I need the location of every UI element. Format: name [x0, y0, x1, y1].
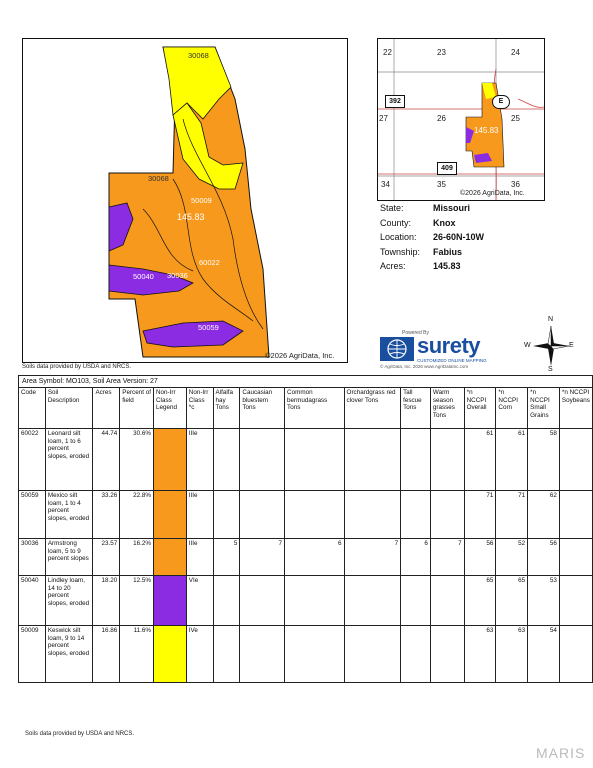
- table-cell-pct: 11.6%: [120, 626, 154, 683]
- acres-info-label: Acres:: [380, 261, 406, 271]
- table-cell-ber: [285, 626, 345, 683]
- location-label: Location:: [380, 232, 417, 242]
- county-label: County:: [380, 217, 412, 228]
- table-cell-soy: [559, 491, 592, 539]
- table-cell-code: 50059: [19, 491, 46, 539]
- table-cell-ber: [285, 429, 345, 491]
- map-copyright: ©2026 AgriData, Inc.: [265, 351, 335, 360]
- class-legend-swatch: [154, 576, 187, 626]
- table-cell-soy: [559, 576, 592, 626]
- soil-map-graphic: [23, 39, 347, 362]
- col-header: Non-Irr Class Legend: [154, 388, 187, 429]
- county-value: Knox: [433, 217, 456, 228]
- property-info: [380, 201, 484, 274]
- table-cell-alf: [213, 626, 240, 683]
- logo-small: © AgriData, Inc. 2026 www.AgriDataInc.com: [380, 364, 469, 369]
- table-cell-pct: 12.5%: [120, 576, 154, 626]
- table-cell-cau: 7: [240, 539, 285, 576]
- table-cell-cau: [240, 491, 285, 539]
- col-header: *n NCCPI Overall: [464, 388, 496, 429]
- logo-name: surety: [417, 333, 481, 358]
- route-badge: E: [492, 95, 510, 109]
- table-cell-alf: [213, 429, 240, 491]
- soil-label: 50040: [133, 272, 154, 281]
- table-caption: Area Symbol: MO103, Soil Area Version: 27: [18, 375, 593, 387]
- township-label: Township:: [380, 246, 421, 257]
- table-cell-orc: [344, 626, 401, 683]
- state-value: Missouri: [433, 203, 471, 213]
- table-cell-desc: Lindley loam, 14 to 20 percent slopes, eroded: [45, 576, 93, 626]
- soil-label: 60022: [199, 258, 220, 267]
- table-cell-fes: [401, 576, 431, 626]
- table-cell-fes: [401, 626, 431, 683]
- table-cell-alf: [213, 576, 240, 626]
- route-badge: 409: [437, 162, 457, 175]
- acres-value: 145.83: [433, 261, 461, 271]
- table-cell-acres: 33.26: [93, 491, 120, 539]
- table-cell-ov: 71: [464, 491, 496, 539]
- class-legend-swatch: [154, 429, 187, 491]
- soil-map: [22, 38, 348, 363]
- location-value: 26-60N-10W: [433, 232, 485, 242]
- compass-w: W: [524, 342, 531, 349]
- table-cell-fes: [401, 491, 431, 539]
- table-cell-soy: [559, 429, 592, 491]
- table-cell-desc: Leonard silt loam, 1 to 6 percent slopes, eroded: [45, 429, 93, 491]
- table-header-row: [19, 388, 593, 429]
- class-legend-swatch: [154, 491, 187, 539]
- table-cell-corn: 63: [496, 626, 528, 683]
- table-cell-orc: [344, 491, 401, 539]
- table-cell-orc: [344, 576, 401, 626]
- table-cell-cau: [240, 576, 285, 626]
- table-cell-soy: [559, 539, 592, 576]
- soil-table: [18, 387, 593, 683]
- table-cell-orc: 7: [344, 539, 401, 576]
- col-header: Non-Irr Class *c: [186, 388, 213, 429]
- table-cell-fes: 6: [401, 539, 431, 576]
- table-cell-corn: 52: [496, 539, 528, 576]
- table-cell-code: 50040: [19, 576, 46, 626]
- table-cell-desc: Armstrong loam, 5 to 9 percent slopes: [45, 539, 93, 576]
- table-cell-fes: [401, 429, 431, 491]
- section-number: 36: [511, 180, 520, 189]
- col-header: Acres: [93, 388, 120, 429]
- table-cell-pct: 30.6%: [120, 429, 154, 491]
- table-cell-war: 7: [430, 539, 464, 576]
- acres-label-mini: 145.83: [474, 126, 499, 135]
- table-cell-alf: 5: [213, 539, 240, 576]
- section-number: 34: [381, 180, 390, 189]
- table-cell-cau: [240, 429, 285, 491]
- table-cell-war: [430, 576, 464, 626]
- table-cell-cls: IIIe: [186, 429, 213, 491]
- source-note-top: Soils data provided by USDA and NRCS.: [22, 364, 132, 370]
- table-cell-orc: [344, 429, 401, 491]
- table-cell-sg: 62: [528, 491, 560, 539]
- table-cell-ov: 56: [464, 539, 496, 576]
- col-header: Alfalfa hay Tons: [213, 388, 240, 429]
- table-cell-corn: 65: [496, 576, 528, 626]
- soil-label: 30036: [167, 271, 188, 280]
- col-header: Common bermudagrass Tons: [285, 388, 345, 429]
- table-cell-war: [430, 429, 464, 491]
- col-header: Tall fescue Tons: [401, 388, 431, 429]
- table-cell-corn: 71: [496, 491, 528, 539]
- table-cell-code: 50009: [19, 626, 46, 683]
- location-map-copyright: ©2026 AgriData, Inc.: [460, 190, 525, 197]
- col-header: Percent of field: [120, 388, 154, 429]
- watermark: MARIS: [536, 745, 586, 761]
- table-cell-ber: [285, 576, 345, 626]
- table-row: [19, 429, 593, 491]
- section-number: 23: [437, 48, 446, 57]
- state-label: State:: [380, 203, 404, 213]
- table-cell-desc: Keswick silt loam, 9 to 14 percent slopes, eroded: [45, 626, 93, 683]
- section-number: 25: [511, 114, 520, 123]
- table-cell-acres: 23.57: [93, 539, 120, 576]
- table-cell-soy: [559, 626, 592, 683]
- table-cell-ber: [285, 491, 345, 539]
- table-cell-corn: 61: [496, 429, 528, 491]
- table-cell-cls: IVe: [186, 626, 213, 683]
- col-header: *n NCCPI Small Grains: [528, 388, 560, 429]
- logo-tagline: CUSTOMIZED ONLINE MAPPING: [417, 358, 487, 363]
- soil-label: 50059: [198, 323, 219, 332]
- col-header: Orchardgrass red clover Tons: [344, 388, 401, 429]
- route-badge: 392: [385, 95, 405, 108]
- soil-label: 50009: [191, 196, 212, 205]
- table-cell-sg: 58: [528, 429, 560, 491]
- table-row: [19, 539, 593, 576]
- table-cell-cls: IIIe: [186, 491, 213, 539]
- table-cell-ov: 63: [464, 626, 496, 683]
- globe-icon: [380, 337, 414, 361]
- table-cell-war: [430, 491, 464, 539]
- table-cell-pct: 16.2%: [120, 539, 154, 576]
- compass-rose: [524, 316, 575, 374]
- section-number: 22: [383, 48, 392, 57]
- table-cell-ber: 6: [285, 539, 345, 576]
- table-cell-desc: Mexico silt loam, 1 to 4 percent slopes, eroded: [45, 491, 93, 539]
- table-cell-sg: 54: [528, 626, 560, 683]
- table-cell-acres: 16.86: [93, 626, 120, 683]
- table-cell-cau: [240, 626, 285, 683]
- class-legend-swatch: [154, 539, 187, 576]
- township-value: Fabius: [433, 246, 463, 257]
- section-number: 27: [379, 114, 388, 123]
- table-cell-alf: [213, 491, 240, 539]
- table-cell-ov: 61: [464, 429, 496, 491]
- table-cell-acres: 44.74: [93, 429, 120, 491]
- section-number: 26: [437, 114, 446, 123]
- soil-label: 30068: [148, 174, 169, 183]
- table-cell-war: [430, 626, 464, 683]
- section-number: 24: [511, 48, 520, 57]
- col-header: *n NCCPI Soybeans: [559, 388, 592, 429]
- table-cell-sg: 56: [528, 539, 560, 576]
- location-map: [377, 38, 545, 201]
- acres-label: 145.83: [177, 212, 205, 222]
- class-legend-swatch: [154, 626, 187, 683]
- logo-powered-by: Powered By: [402, 330, 429, 336]
- table-cell-cls: VIe: [186, 576, 213, 626]
- surety-logo: [380, 330, 520, 370]
- col-header: Soil Description: [45, 388, 93, 429]
- table-cell-cls: IIIe: [186, 539, 213, 576]
- table-row: [19, 576, 593, 626]
- compass-e: E: [569, 342, 574, 349]
- col-header: Warm season grasses Tons: [430, 388, 464, 429]
- table-cell-code: 60022: [19, 429, 46, 491]
- col-header: Code: [19, 388, 46, 429]
- table-row: [19, 491, 593, 539]
- section-number: 35: [437, 180, 446, 189]
- source-note-bottom: Soils data provided by USDA and NRCS.: [25, 731, 135, 737]
- table-cell-pct: 22.8%: [120, 491, 154, 539]
- col-header: Caucasian bluestem Tons: [240, 388, 285, 429]
- table-cell-acres: 18.20: [93, 576, 120, 626]
- col-header: *n NCCPI Corn: [496, 388, 528, 429]
- table-cell-ov: 65: [464, 576, 496, 626]
- table-cell-sg: 53: [528, 576, 560, 626]
- compass-n: N: [548, 316, 554, 323]
- table-cell-code: 30036: [19, 539, 46, 576]
- table-row: [19, 626, 593, 683]
- soil-label: 30068: [188, 51, 209, 60]
- compass-s: S: [548, 366, 553, 373]
